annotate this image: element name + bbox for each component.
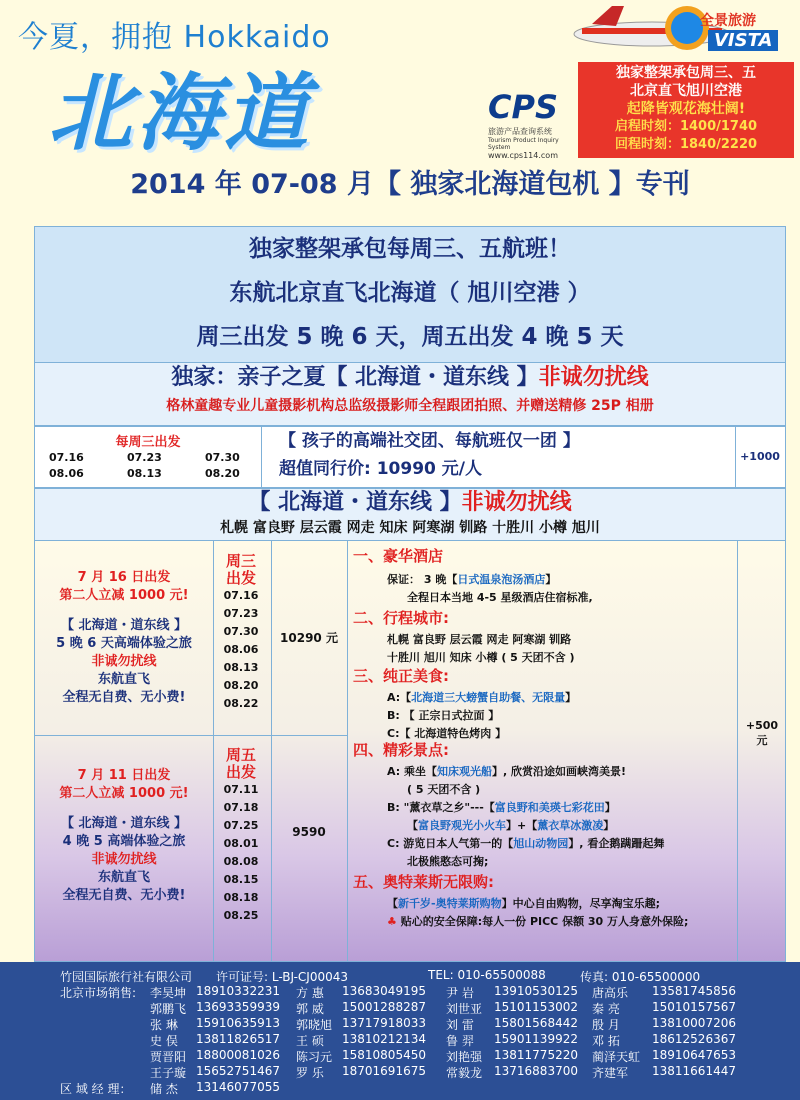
cps-sub-en: Tourism Product Inquiry System <box>488 137 559 151</box>
east-route-title: 【 北海道・道东线 】 <box>248 490 462 515</box>
family-route-note: 格林童趣专业儿童摄影机构总监级摄影师全程跟团拍照、并赠送精修 25P 相册 <box>166 398 654 414</box>
food-heading: 三、纯正美食: <box>353 667 449 685</box>
telephone: TEL: 010-65500088 <box>428 968 546 982</box>
family-dates-cell <box>35 427 262 487</box>
family-price: 超值同行价: 10990 元/人 <box>279 459 482 479</box>
region-label: 区 域 经 理： <box>60 1082 132 1096</box>
family-description-cell <box>261 427 736 487</box>
contact-name: 郭鹏飞 <box>150 1002 187 1016</box>
hotel-guarantee: 保证： 3 晚【日式温泉泡汤酒店】 <box>387 573 557 586</box>
contact-name: 尹 岩 <box>446 986 474 1000</box>
contact-name: 刘 雷 <box>446 1018 474 1032</box>
date: 07.11 <box>223 783 259 796</box>
cps-brand: CPS <box>488 88 558 126</box>
sight-a-note: ( 5 天团不含 ) <box>407 783 481 796</box>
sights-heading: 四、精彩景点: <box>353 741 449 759</box>
contact-phone: 18701691675 <box>342 1064 426 1078</box>
cities-list-2: 十胜川 旭川 知床 小樽 ( 5 天团不含 ) <box>387 651 575 664</box>
date: 07.23 <box>127 451 162 464</box>
date: 08.15 <box>223 873 259 886</box>
contact-phone: 13716883700 <box>494 1064 578 1078</box>
east-route-tag: 非诚勿扰线 <box>461 490 572 515</box>
contact-name: 史 俣 <box>150 1034 178 1048</box>
contact-name: 殷 月 <box>592 1018 620 1032</box>
date: 07.30 <box>205 451 240 464</box>
contact-name: 方 惠 <box>296 986 324 1000</box>
contact-phone: 15801568442 <box>494 1016 578 1030</box>
contact-phone: 13717918033 <box>342 1016 426 1030</box>
hero-subtitle: 今夏，拥抱 Hokkaido <box>18 20 331 55</box>
contact-name: 常毅龙 <box>446 1066 483 1080</box>
contact-name: 郭晓旭 <box>296 1018 333 1032</box>
outlet-heading: 五、奥特莱斯无限购: <box>353 873 494 891</box>
date: 08.22 <box>223 697 259 710</box>
contact-name: 齐建军 <box>592 1066 629 1080</box>
intro-line-1: 独家整架承包每周三、五航班！ <box>249 236 571 262</box>
region-name: 储 杰 <box>150 1082 178 1096</box>
club-icon: ♣ <box>387 915 397 928</box>
contact-phone: 13810007206 <box>652 1016 736 1030</box>
fri-package-info <box>35 767 213 905</box>
cities-list-1: 札幌 富良野 层云霞 网走 阿寒湖 钏路 <box>387 633 572 646</box>
food-c: C:【 北海道特色烤肉 】 <box>387 727 507 740</box>
east-route-header <box>34 488 786 542</box>
issue-title: 2014 年 07-08 月【 独家北海道包机 】专刊 <box>130 169 690 200</box>
contact-name: 陈习元 <box>296 1050 333 1064</box>
hotel-standard: 全程日本当地 4-5 星级酒店住宿标准, <box>407 591 593 604</box>
contact-name: 贾晋阳 <box>150 1050 187 1064</box>
contact-name: 王子璇 <box>150 1066 187 1080</box>
contact-name: 郭 威 <box>296 1002 324 1016</box>
contact-name: 罗 乐 <box>296 1066 324 1080</box>
cps-url: www.cps114.com <box>488 151 558 160</box>
contact-phone: 13811775220 <box>494 1048 578 1062</box>
sales-label: 北京市场销售: <box>60 986 137 1000</box>
promo-line-1: 独家整架承包周三、五 <box>616 65 756 81</box>
sight-a: A: 乘坐【知床观光船】, 欣赏沿途如画峡湾美景! <box>387 765 626 778</box>
wed-duration: 5 晚 6 天高端体验之旅 <box>56 636 192 651</box>
wed-promo-date: 7 月 16 日出发 <box>77 570 171 585</box>
contact-phone: 13810212134 <box>342 1032 426 1046</box>
contact-name: 蔺泽天虹 <box>592 1050 641 1064</box>
contact-footer <box>0 962 800 1100</box>
wed-price: 10290 元 <box>280 631 338 645</box>
sight-c: C: 游览日本人气第一的【旭山动物园】, 看企鹅蹒跚起舞 <box>387 837 665 850</box>
contact-phone: 15001288287 <box>342 1000 426 1014</box>
date: 08.25 <box>223 909 259 922</box>
family-route-title: 独家：亲子之夏【 北海道・道东线 】 <box>171 365 539 390</box>
wed-promo-discount: 第二人立减 1000 元! <box>59 588 189 603</box>
date: 07.25 <box>223 819 259 832</box>
contact-phone: 13683049195 <box>342 984 426 998</box>
intro-box <box>34 226 786 364</box>
promo-line-2: 北京直飞旭川空港 <box>630 83 742 99</box>
contact-phone: 18910332231 <box>196 984 280 998</box>
fri-heading-2: 出发 <box>225 763 256 781</box>
contact-name: 刘世亚 <box>446 1002 483 1016</box>
date: 08.08 <box>223 855 259 868</box>
outlet-line: 【新千岁-奥特莱斯购物】中心自由购物，尽享淘宝乐趣; <box>387 897 660 910</box>
vista-brand-en: VISTA <box>708 30 778 51</box>
date: 08.20 <box>223 679 259 692</box>
contact-name: 邓 拓 <box>592 1034 620 1048</box>
date: 07.16 <box>223 589 259 602</box>
promo-panel <box>578 62 794 158</box>
contact-phone: 15652751467 <box>196 1064 280 1078</box>
contact-phone: 18910647653 <box>652 1048 736 1062</box>
date: 08.06 <box>49 467 84 480</box>
date: 07.16 <box>49 451 84 464</box>
date: 08.20 <box>205 467 240 480</box>
fax: 传真: 010-65500000 <box>580 970 701 984</box>
wed-nofee: 全程无自费、无小费! <box>62 690 186 705</box>
contact-name: 李昊坤 <box>150 986 187 1000</box>
fri-tag: 非诚勿扰线 <box>91 852 157 867</box>
fri-flight: 东航直飞 <box>97 870 150 885</box>
food-b: B: 【 正宗日式拉面 】 <box>387 709 500 722</box>
contact-phone: 13910530125 <box>494 984 578 998</box>
fri-heading-1: 周五 <box>225 746 256 764</box>
contact-name: 刘艳强 <box>446 1050 483 1064</box>
east-route-cities: 札幌 富良野 层云霞 网走 知床 阿寒湖 钏路 十胜川 小樽 旭川 <box>220 520 600 536</box>
intro-line-2: 东航北京直飞北海道（ 旭川空港 ） <box>229 280 591 306</box>
sight-b: B: "薰衣草之乡"---【富良野和美瑛七彩花田】 <box>387 801 616 814</box>
date: 07.23 <box>223 607 259 620</box>
wed-package-info <box>35 569 213 707</box>
fri-dates <box>213 747 269 925</box>
contact-phone: 18612526367 <box>652 1032 736 1046</box>
fri-promo-discount: 第二人立减 1000 元! <box>59 786 189 801</box>
family-description: 【 孩子的高端社交团、每航班仅一团 】 <box>279 431 580 451</box>
fri-route: 【 北海道・道东线 】 <box>60 816 188 831</box>
contact-phone: 13811826517 <box>196 1032 280 1046</box>
family-route-row <box>34 426 786 488</box>
contact-name: 张 琳 <box>150 1018 178 1032</box>
contact-phone: 13581745856 <box>652 984 736 998</box>
promo-line-4: 启程时刻：1400/1740 <box>614 119 758 134</box>
company-name: 竹园国际旅行社有限公司 <box>60 970 193 984</box>
date: 08.13 <box>223 661 259 674</box>
fri-price: 9590 <box>292 825 326 839</box>
contact-phone: 15910635913 <box>196 1016 280 1030</box>
contact-name: 唐高乐 <box>592 986 629 1000</box>
date: 07.18 <box>223 801 259 814</box>
family-route-tag: 非诚勿扰线 <box>538 365 649 390</box>
cps-logo <box>488 88 578 160</box>
itinerary-details <box>347 541 737 961</box>
contact-phone: 13693359939 <box>196 1000 280 1014</box>
family-dates-heading: 每周三出发 <box>115 435 181 450</box>
vista-brand-cn: 全景旅游 <box>700 13 756 29</box>
license-number: 许可证号: L-BJ-CJ00043 <box>216 970 349 984</box>
itinerary-surcharge: +500 元 <box>745 719 779 747</box>
insurance-line: ♣ 贴心的安全保障:每人一份 PICC 保额 30 万人身意外保险; <box>387 915 689 928</box>
contact-phone: 15810805450 <box>342 1048 426 1062</box>
cities-heading: 二、行程城市: <box>353 609 449 627</box>
wed-tag: 非诚勿扰线 <box>91 654 157 669</box>
contact-phone: 15901139922 <box>494 1032 578 1046</box>
wed-dates <box>213 553 269 713</box>
sight-c-2: 北极熊憨态可掬; <box>407 855 489 868</box>
promo-line-5: 回程时刻：1840/2220 <box>614 137 758 152</box>
wed-flight: 东航直飞 <box>97 672 150 687</box>
date: 08.01 <box>223 837 259 850</box>
date: 08.06 <box>223 643 259 656</box>
contact-phone: 15010157567 <box>652 1000 736 1014</box>
date: 07.30 <box>223 625 259 638</box>
date: 08.13 <box>127 467 162 480</box>
cps-sub-cn: 旅游产品查询系统 <box>488 127 552 136</box>
date: 08.18 <box>223 891 259 904</box>
family-route-header <box>34 362 786 426</box>
contact-phone: 15101153002 <box>494 1000 578 1014</box>
itinerary-table <box>34 540 786 962</box>
family-surcharge: +1000 <box>740 450 780 463</box>
intro-line-3: 周三出发 5 晚 6 天，周五出发 4 晚 5 天 <box>196 324 624 350</box>
sight-b-2: 【富良野观光小火车】+【薰衣草冰激凌】 <box>407 819 615 832</box>
wed-heading-1: 周三 <box>225 552 256 570</box>
contact-phone: 18800081026 <box>196 1048 280 1062</box>
contact-name: 秦 亮 <box>592 1002 620 1016</box>
promo-line-3: 起降皆观花海壮阔! <box>626 101 746 117</box>
region-phone: 13146077055 <box>196 1080 280 1094</box>
wed-heading-2: 出发 <box>225 569 256 587</box>
contact-name: 王 硕 <box>296 1034 324 1048</box>
hotel-heading: 一、豪华酒店 <box>353 547 444 565</box>
hero-title: 北海道 <box>48 64 313 162</box>
contact-phone: 13811661447 <box>652 1064 736 1078</box>
fri-duration: 4 晚 5 高端体验之旅 <box>62 834 186 849</box>
wed-route: 【 北海道・道东线 】 <box>60 618 188 633</box>
food-a: A:【北海道三大螃蟹自助餐、无限量】 <box>387 691 577 704</box>
contact-name: 鲁 羿 <box>446 1034 474 1048</box>
fri-promo-date: 7 月 11 日出发 <box>77 768 171 783</box>
fri-nofee: 全程无自费、无小费! <box>62 888 186 903</box>
